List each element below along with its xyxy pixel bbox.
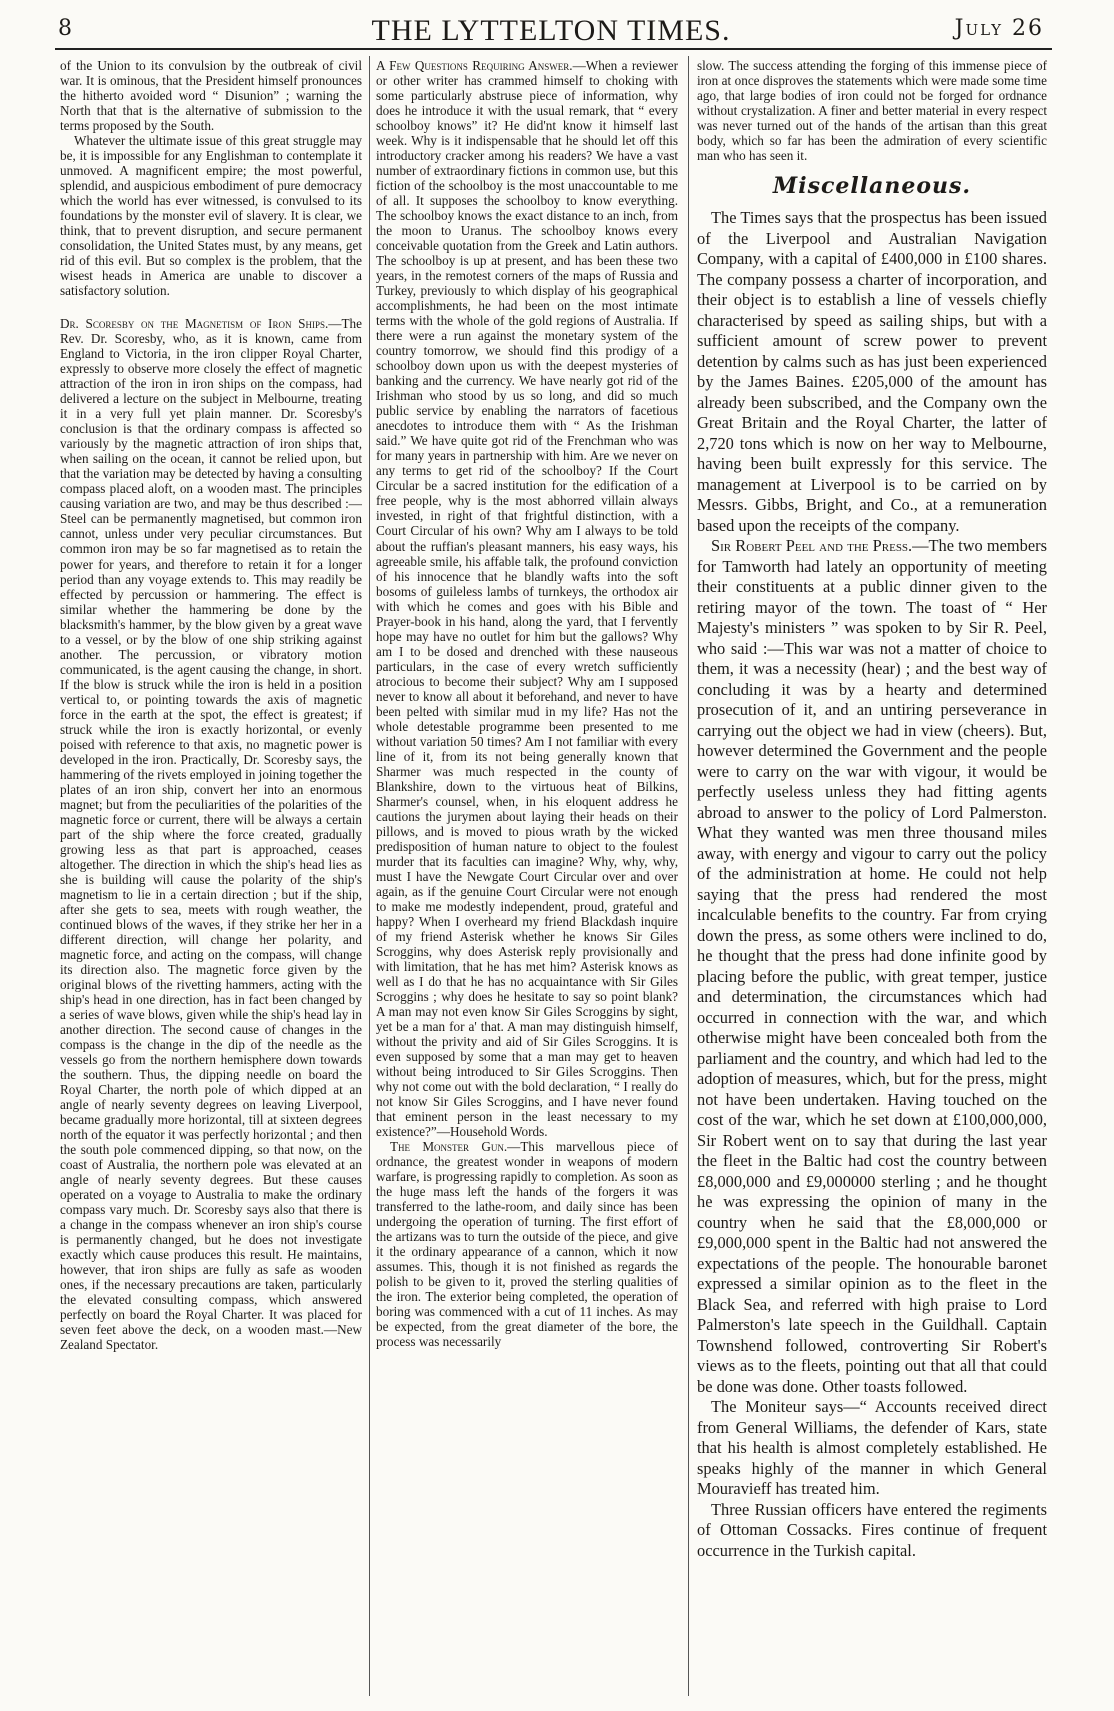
- article-heading: Dr. Scoresby on the Magnetism of Iron Ships.: [60, 316, 329, 332]
- article-liverpool-company: The Times says that the prospectus has been issued of the Liverpool and Australian Navigation Company, with a capital of £400,000 in £100 shares. The company possess a charter of incorporation, and their object is to establish a line of vessels chiefly characterised by speed as sailing ships, but with a sufficient amount of screw power to prevent detention by calms such as has just been experienced by the James Baines. £205,000 of the amount has already been subscribed, and the Company own the Great Britain and the Royal Charter, the latter of 2,720 tons which is now on her way to Melbourne, having been built expressly for this service. The management at Liverpool is to be carried on by Messrs. Gibbs, Bright, and Co., at a remuneration based upon the receipts of the company.: [697, 208, 1047, 535]
- newspaper-title: THE LYTTELTON TIMES.: [371, 14, 731, 47]
- column-1: [60, 58, 362, 1352]
- article-body: —The two members for Tamworth had lately an opportunity of meeting their constituents at a public dinner given to the retiring mayor of the town. The toast of “ Her Majesty's ministers ” was spoken to by Sir R. Peel, who said :—This war was not a matter of choice to them, it was a necessity (hear) ; and the best way of concluding it was by a hearty and determined prosecution of it, and an untiring perseverance in carrying out the object we had in view (cheers). But, however determined the Government and the people were to carry on the war with vigour, it would be perfectly useless unless they had fitting agents abroad to answer to the policy of Lord Palmerston. What they wanted was men three thousand miles away, with energy and vigour to carry out the policy of the administration at home. He could not help saying that the press had rendered the most incalculable benefits to the country. Far from crying down the press, as some others were inclined to do, he thought that the press had done infinite good by placing before the public, with great temper, justice and determination, the circumstances which had occurred in connection with the war, and which otherwise might have been concealed both from the parliament and the country, and which had led to the adoption of measures, which, but for the press, might not have been undertaken. Having touched on the cost of the war, which he set down at £100,000,000, Sir Robert went on to say that during the last year the fleet in the Baltic had cost the country between £8,000,000 and £9,000000 sterling ; and he thought he was expressing the opinion of many in the country when he said that the £8,000,000 or £9,000,000 spent in the Baltic had not answered the expectations of the people. The honourable baronet expressed a similar opinion as to the fleet in the Black Sea, and referred with high praise to Lord Palmerston's late speech in the Guildhall. Captain Townshend followed, controverting Sir Robert's views as to the fleets, pointing out that all that could be done was done. Other toasts followed.: [697, 536, 1047, 1396]
- article-monster-gun: [376, 1139, 678, 1349]
- article-scoresby: [60, 316, 362, 1352]
- masthead: [58, 14, 1044, 47]
- article-body: —The Rev. Dr. Scoresby, who, as it is known, came from England to Victoria, in the iron clipper Royal Charter, expressly to observe more closely the effect of magnetic attraction of the iron in iron ships on the compass, had delivered a lecture on the subject in Melbourne, treating it in a very full yet plain manner. Dr. Scoresby's conclusion is that the ordinary compass is affected so variously by the magnetic attraction of iron ships that, when sailing on the ocean, it cannot be relied upon, but that the variation may be detected by having a consulting compass placed aloft, on a wooden mast. The principles causing variation are two, and may be thus described :—Steel can be permanently magnetised, but common iron cannot, unless under very peculiar circumstances. But common iron may be so far magnetised as to retain the power for years, and therefore to retain it for a longer period than any voyage extends to. This may readily be effected by percussion or hammering. The effect is similar whether the hammering be done by the blacksmith's hammer, by the blow given by a great wave to a vessel, or by the blow of one ship striking against another. The percussion, or vibratory motion communicated, is the agent causing the change, in short. If the blow is struck while the iron is held in a position vertical to, or pointing towards the axis of magnetic force in the earth at the spot, the effect is greatest; if struck while the iron is exactly horizontal, or evenly poised with reference to that axis, no magnetic power is developed in the iron. Practically, Dr. Scoresby says, the hammering of the rivets employed in joining together the plates of an iron ship, convert her into an enormous magnet; but from the peculiarities of the polarities of the magnetic force or current, there will be always a certain part of the ship where the force created, gradually growing less as that part is approached, ceases altogether. The direction in which the ship's head lies as she is building will cause the polarity of the ship's magnetism to lie in a certain direction ; but if the ship, after she gets to sea, meets with rough weather, the continued blows of the waves, if they strike her her in a different direction, will change her polarity, and magnetic force, and acting on the compass, will change its direction also. The magnetic force given by the original blows of the rivetting hammers, acting with the ship's head in one direction, has in fact been changed by a series of wave blows, given while the ship's head lay in another direction. The second cause of changes in the compass is the change in the dip of the needle as the vessels go from the northern hemisphere down towards the southern. Thus, the dipping needle on board the Royal Charter, the north pole of which dipped at an angle of nearly seventy degrees on leaving Liverpool, became gradually more horizontal, till at sixteen degrees north of the equator it was perfectly horizontal ; and then the south pole commenced dipping, so that now, on the coast of Australia, the northern pole was elevated at an angle of nearly seventy degrees. But these causes operated on a voyage to Australia to make the ordinary compass vary much. Dr. Scoresby says also that there is a change in the compass whenever an iron ship's course is permanently changed, but he does not investigate exactly which cause produces this result. He maintains, however, that iron ships are fully as safe as wooden ones, if the necessary precautions are taken, particularly the elevated consulting compass, which answered perfectly on board the Royal Charter. It was placed for seven feet above the deck, on a wooden mast.—New Zealand Spectator.: [60, 316, 362, 1353]
- column-3: [697, 58, 1047, 1561]
- article-heading: The Monster Gun.: [390, 1139, 508, 1155]
- page-number: 8: [58, 16, 72, 41]
- section-heading: Miscellaneous.: [772, 173, 972, 199]
- miscellaneous-section: [697, 208, 1047, 1561]
- article-heading: Sir Robert Peel and the Press.: [711, 536, 913, 555]
- article-body: —When a reviewer or other writer has crammed himself to choking with some particularly abstruse piece of information, why does he introduce it with the usual remark, that “ every schoolboy knows” it? He did'nt know it himself last week. Why is it indispensable that he should let off this introductory cracker among his readers? We have a vast number of extraordinary fictions in common use, but this fiction of the schoolboy is the most unaccountable to me of all. It supposes the schoolboy to know everything. The schoolboy knows the exact distance to an inch, from the moon to Uranus. The schoolboy knows every conceivable quotation from the Greek and Latin authors. The schoolboy is up at present, and has been these two years, in the remotest corners of the maps of Russia and Turkey, previously to which display of his geographical accomplishments, he had been on the most intimate terms with the whole of the gold regions of Australia. If there were a run against the monetary system of the country tomorrow, we should find this prodigy of a schoolboy down upon us with the deepest mysteries of banking and the currency. We have nearly got rid of the Irishman who stood by us so long, and did so much public service by enabling the narrators of facetious anecdotes to introduce them with “ As the Irishman said.” We have quite got rid of the Frenchman who was for many years in partnership with him. Are we never on any terms to get rid of the schoolboy? If the Court Circular be a sacred institution for the edification of a free people, why is the most abhorred villain always invested, in right of that frightful distinction, with a Court Circular of his own? Why am I always to be told about the ruffian's pleasant manners, his easy ways, his agreeable smile, his affable talk, the profound conviction of his innocence that he blandly wafts into the soft bosoms of guileless lambs of turnkeys, the orthodox air with which he comes and goes with his Bible and Prayer-book in his hand, along the yard, that I fervently hope may have no outlet for him but the gallows? Why am I to be dosed and drenched with these nauseous particulars, in the case of every wretch sufficiently atrocious to become their subject? Why am I supposed never to know all about it beforehand, and never to have been pelted with similar mud in my life? Has not the whole detestable programme been presented to me without variation 50 times? Am I not familiar with every line of it, from its not being generally known that Sharmer was much respected in the county of Blankshire, down to the virtuous heat of Bilkins, Sharmer's counsel, when, in his eloquent address he cautions the jurymen about laying their heads on their pillows, and is moved to pious wrath by the wicked predisposition of human nature to object to the foulest murder that its faculties can imagine? Why, why, why, must I have the Newgate Court Circular over and over again, as if the genuine Court Circular were not enough to make me modestly independent, proud, grateful and happy? When I overheard my friend Blackdash inquire of my friend Asterisk whether he knows Sir Giles Scroggins, why does Asterisk reply provisionally and with limitation, that he has met him? Asterisk knows as well as I do that he has no acquaintance with Sir Giles Scroggins ; why does he hesitate to say so point blank? A man may not even know Sir Giles Scroggins by sight, yet be a man for a' that. A man may distinguish himself, without the privity and aid of Sir Giles Scroggins. It is even supposed by some that a man may get to heaven without being introduced to Sir Giles Scroggins. Then why not come out with the bold declaration, “ I really do not know Sir Giles Scroggins, and I have never found that eminent person in the least necessary to my existence?”—Household Words.: [376, 58, 679, 1140]
- column-2: [376, 58, 678, 1349]
- article-monster-gun-continued: slow. The success attending the forging of this immense piece of iron at once disproves the statements which were made some time ago, that large bodies of iron could not be forged for ordnance without crystalization. A finer and better material in every respect was never turned out of the hands of the artisan than this great body, which so far has been the admiration of every scientific man who has seen it.: [697, 58, 1047, 163]
- article-russian-officers: Three Russian officers have entered the regiments of Ottoman Cossacks. Fires continue of frequent occurrence in the Turkish capital.: [697, 1499, 1047, 1560]
- masthead-rule: [55, 48, 1052, 50]
- article-moniteur: The Moniteur says—“ Accounts received direct from General Williams, the defender of Kars, state that his health is almost completely established. He speaks highly of the manner in which General Mouravieff has treated him.: [697, 1397, 1047, 1498]
- article-peel-press: [697, 536, 1047, 1397]
- article-heading: A Few Questions Requiring Answer.: [376, 58, 573, 73]
- article-body: —This marvellous piece of ordnance, the greatest wonder in weapons of modern warfare, is progressing rapidly to completion. As soon as the huge mass left the hands of the forgers it was transferred to the lathe-room, and daily since has been undergoing the operation of turning. The first effort of the artizans was to turn the outside of the piece, and give it the ordinary appearance of a cannon, which it now assumes. This, though it is not finished as regards the polish to be given to it, proved the sterling qualities of the iron. The exterior being completed, the operation of boring was commenced with a cut of 11 inches. As may be expected, from the great diameter of the bore, the process was necessarily: [376, 1139, 678, 1350]
- article-questions: [376, 58, 678, 1139]
- column-divider: [369, 56, 370, 1696]
- column-divider: [688, 56, 689, 1696]
- article-union-continued: of the Union to its convulsion by the outbreak of civil war. It is ominous, that the President himself pronounces the hitherto avoided word “ Disunion” ; warning the North that that is the alternative of submission to the terms proposed by the South.: [60, 58, 362, 134]
- article-union-paragraph: Whatever the ultimate issue of this great struggle may be, it is impossible for any Englishman to contemplate it unmoved. A magnificent empire; the most powerful, splendid, and auspicious embodiment of pure democracy which the world has ever witnessed, is convulsed to its foundations by the monster evil of slavery. It is clear, we think, that to prevent disruption, and secure permanent consolidation, the United States must, by any means, get rid of this evil. But so complex is the problem, that the wisest heads in America are unable to discover a satisfactory solution.: [60, 133, 362, 299]
- issue-date: July 26: [954, 16, 1044, 41]
